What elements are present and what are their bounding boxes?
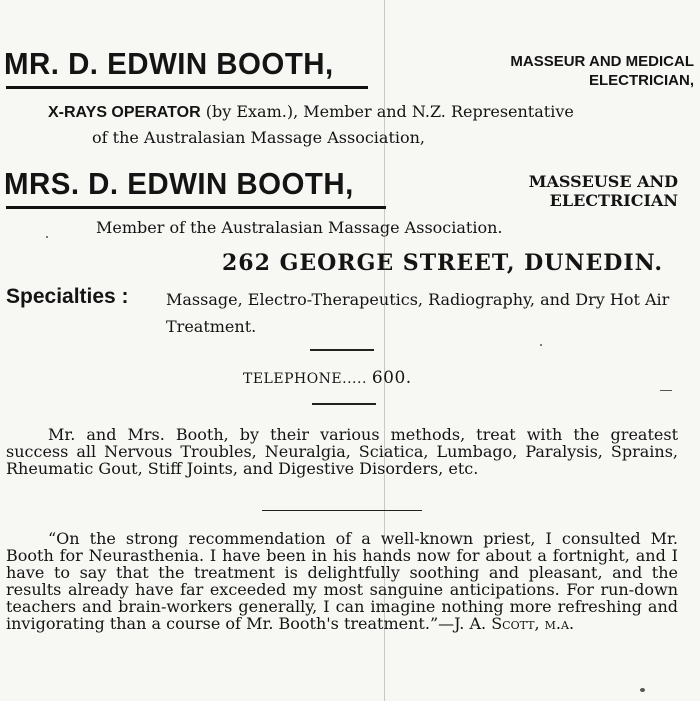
divider <box>262 510 422 511</box>
mr-association: of the Australasian Massage Association, <box>92 128 426 147</box>
mrs-association: Member of the Australasian Massage Association. <box>96 218 503 237</box>
xray-label: X-RAYS OPERATOR <box>48 104 201 121</box>
telephone-label: TELEPHONE..... <box>243 371 367 387</box>
treatment-paragraph: Mr. and Mrs. Booth, by their various methods, treat with the greatest success all Nervous Troubles, Neuralgia, Sciatica, Lumbago, Paralysis, Sprains, Rheumatic Gout, Stiff Joints, and Digestive Disorders, etc. <box>6 425 678 478</box>
signature-degree: m.a. <box>544 614 575 633</box>
testimonial-text: “On the strong recommendation of a well-known priest, I consulted Mr. Booth for Neurasthenia. I have been in his hands now for about a fortnight, and I have to say that the treatment is delightfully soothing and pleasant, and the results already have far exceeded my most sanguine anticipations. For run-down teachers and brain-workers generally, I can imagine nothing more refreshing and invigorating than a course of Mr. Booth's treatment.” <box>6 529 678 633</box>
testimonial <box>6 530 678 632</box>
signature-dash: — <box>438 614 455 633</box>
divider <box>310 349 374 351</box>
print-speck <box>46 236 48 238</box>
mr-name-heading: MR. D. EDWIN BOOTH, <box>4 46 334 81</box>
telephone-number: 600. <box>371 368 412 388</box>
mrs-title: MASSEUSE AND ELECTRICIAN <box>528 172 678 210</box>
divider <box>312 403 376 405</box>
print-speck <box>640 688 645 692</box>
mrs-name-underline <box>6 206 386 209</box>
address: 262 GEORGE STREET, DUNEDIN. <box>222 250 664 276</box>
specialties-label: Specialties : <box>6 285 129 308</box>
xray-rest: (by Exam.), Member and N.Z. Representative <box>200 102 574 121</box>
signature-name: J. A. Scott, <box>454 614 540 633</box>
print-speck <box>540 344 542 346</box>
mr-name-underline <box>6 86 368 89</box>
mrs-name-heading: MRS. D. EDWIN BOOTH, <box>4 166 354 201</box>
print-speck <box>660 390 672 391</box>
xray-line <box>48 102 574 122</box>
specialties-text: Massage, Electro-Therapeutics, Radiography, and Dry Hot Air Treatment. <box>166 290 670 336</box>
telephone-line <box>243 368 412 388</box>
mr-title: MASSEUR AND MEDICAL ELECTRICIAN, <box>510 53 694 89</box>
paper-fold-line <box>384 0 385 701</box>
